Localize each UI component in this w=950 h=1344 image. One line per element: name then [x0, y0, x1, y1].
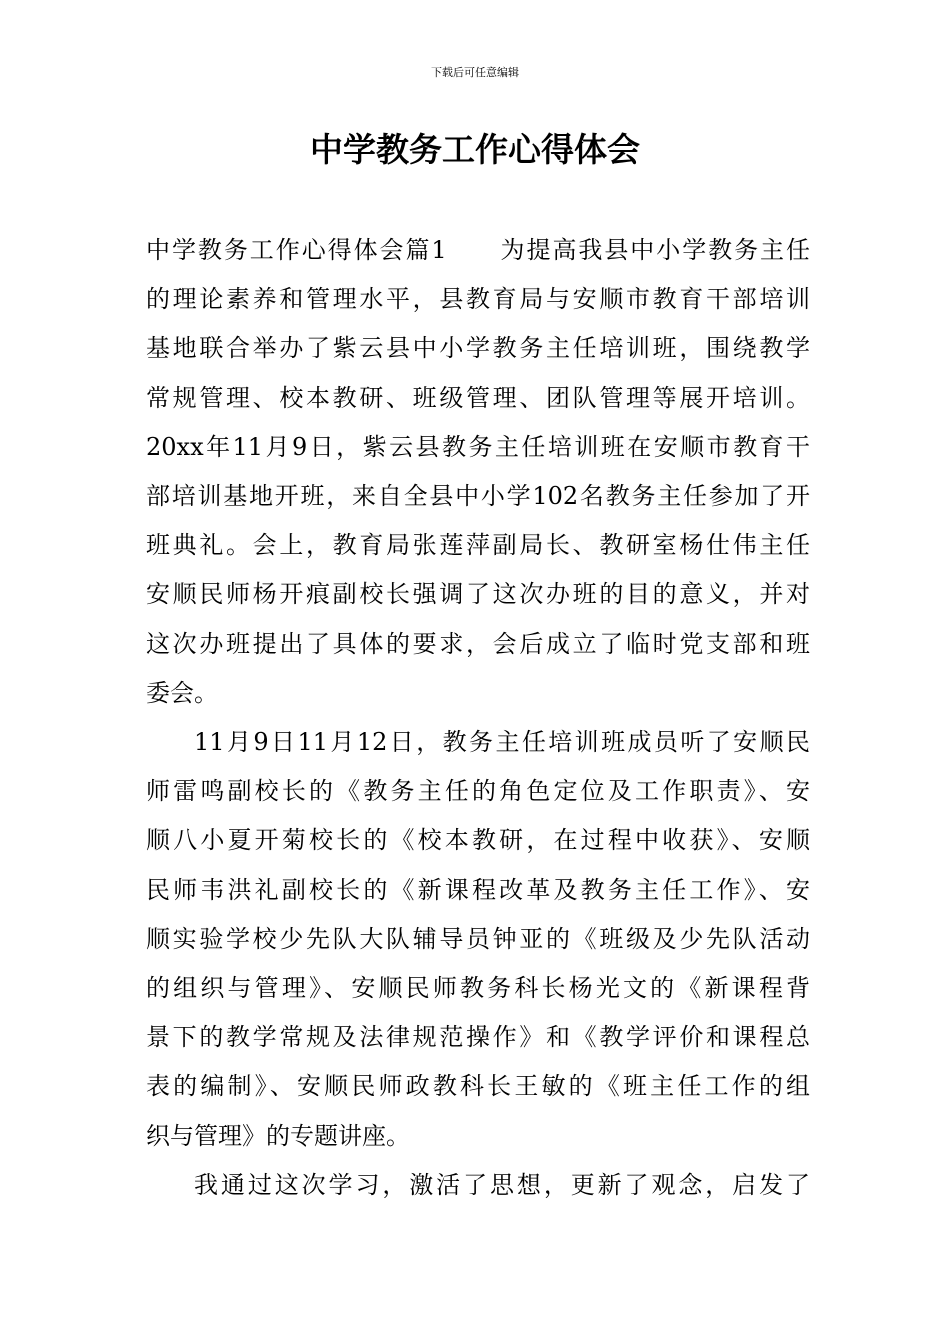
- text-line: 的理论素养和管理水平，县教育局与安顺市教育干部培训: [146, 285, 810, 314]
- text-line: 的组织与管理》、安顺民师教务科长杨光文的《新课程背: [146, 974, 810, 1003]
- paragraph-2: [146, 718, 810, 1161]
- document-title: 中学教务工作心得体会: [310, 130, 640, 169]
- paragraph-1: [146, 226, 810, 718]
- text-line: 11月9日11月12日，教务主任培训班成员听了安顺民: [194, 728, 810, 757]
- text-line: 我通过这次学习，激活了思想，更新了观念，启发了: [194, 1170, 810, 1199]
- text-line: 织与管理》的专题讲座。: [146, 1121, 410, 1150]
- paragraph-3: [146, 1161, 810, 1210]
- text-line: 班典礼。会上，教育局张莲萍副局长、教研室杨仕伟主任: [146, 531, 810, 560]
- page-header-note: 下载后可任意编辑: [431, 66, 519, 79]
- document-body: [146, 226, 810, 1210]
- text-line: 委会。: [146, 678, 218, 707]
- text-line: 景下的教学常规及法律规范操作》和《教学评价和课程总: [146, 1023, 810, 1052]
- text-line: 民师韦洪礼副校长的《新课程改革及教务主任工作》、安: [146, 875, 810, 904]
- text-line: 常规管理、校本教研、班级管理、团队管理等展开培训。: [146, 383, 810, 412]
- text-line: 安顺民师杨开痕副校长强调了这次办班的目的意义，并对: [146, 580, 810, 609]
- text-line: 顺实验学校少先队大队辅导员钟亚的《班级及少先队活动: [146, 924, 810, 953]
- text-line: 顺八小夏开菊校长的《校本教研，在过程中收获》、安顺: [146, 826, 810, 855]
- text-line: 部培训基地开班，来自全县中小学102名教务主任参加了开: [146, 482, 810, 511]
- text-line: 基地联合举办了紫云县中小学教务主任培训班，围绕教学: [146, 334, 810, 363]
- text-line: 师雷鸣副校长的《教务主任的角色定位及工作职责》、安: [146, 777, 810, 806]
- text-line: 20xx年11月9日，紫云县教务主任培训班在安顺市教育干: [146, 432, 810, 461]
- text-line: 这次办班提出了具体的要求，会后成立了临时党支部和班: [146, 629, 810, 658]
- text-line: 表的编制》、安顺民师政教科长王敏的《班主任工作的组: [146, 1072, 810, 1101]
- text-line: 中学教务工作心得体会篇1 为提高我县中小学教务主任: [146, 236, 810, 264]
